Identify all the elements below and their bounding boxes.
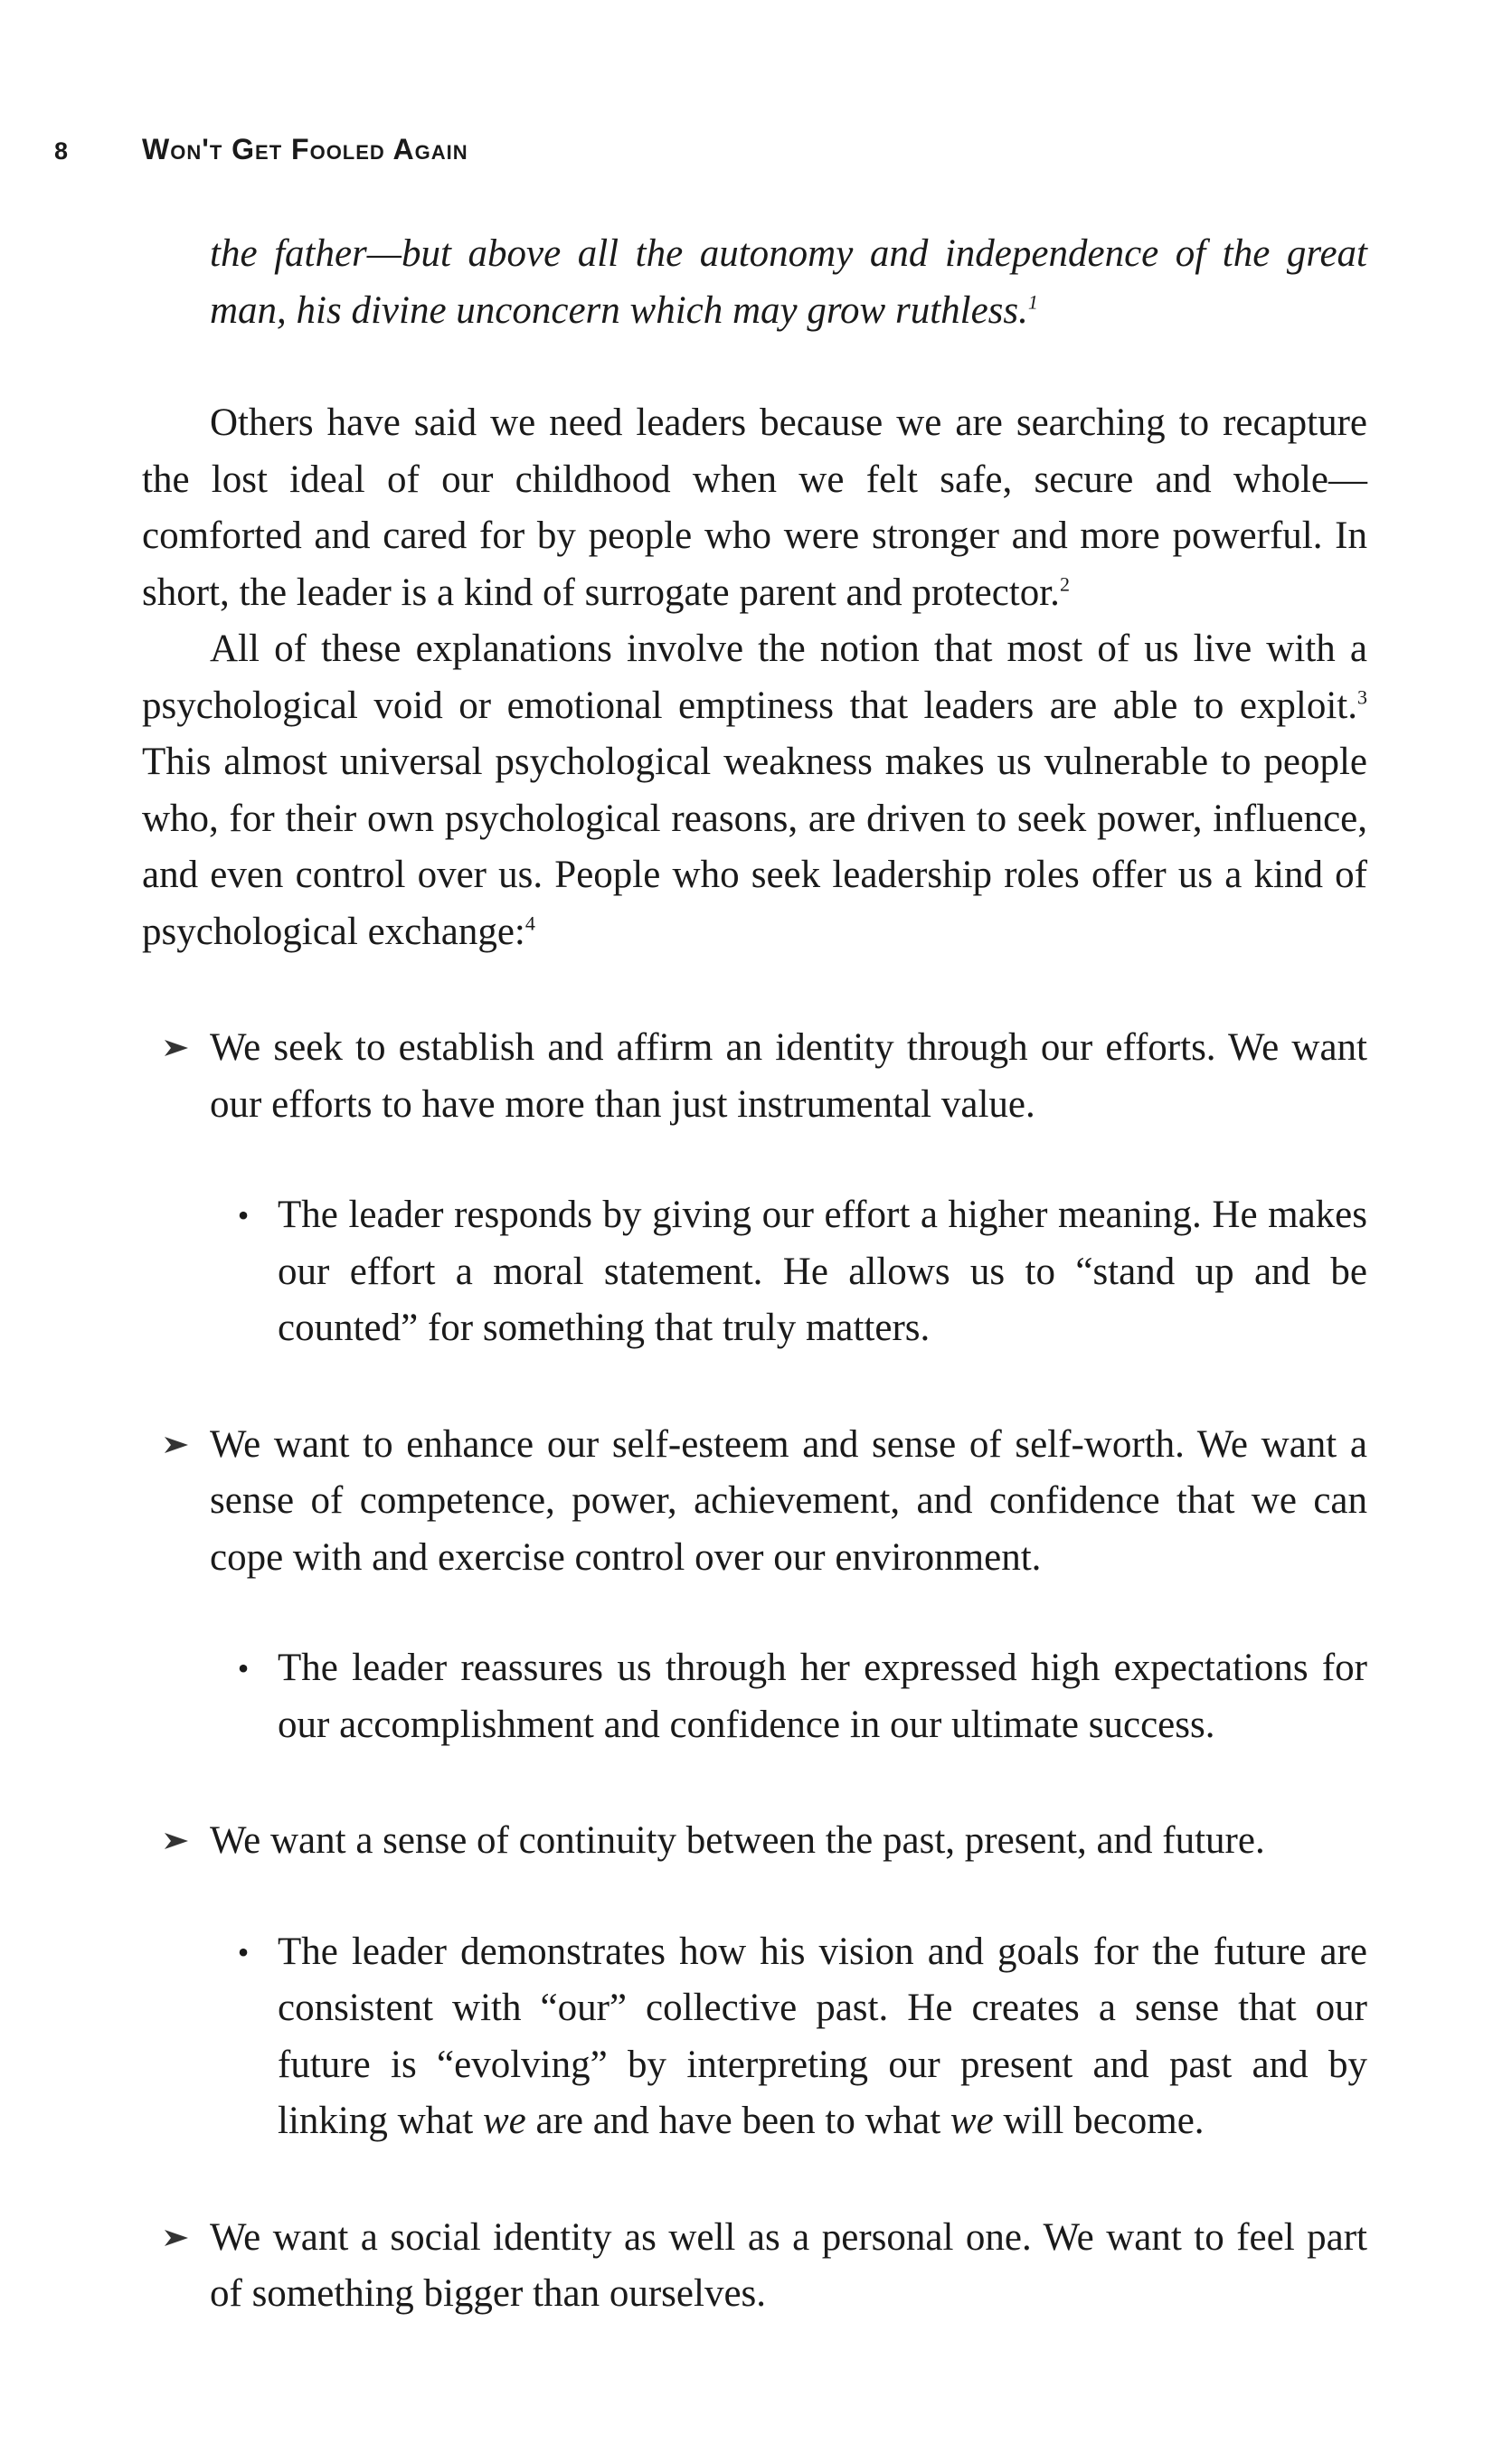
bullet-dot: •: [237, 1197, 250, 1233]
running-head: [54, 133, 1439, 174]
need-text: We want a sense of continuity between the past, present, and future.: [210, 1819, 1265, 1862]
paragraph-text: Others have said we need leaders because we are searching to recapture the lost ideal of our childhood when we felt safe, secure and whole—comforted and cared for by people who were stronger and more powerful. In short, the leader is a kind of surrogate parent and protector.: [142, 401, 1367, 614]
paragraph-text: All of these explanations involve the notion that most of us live with a psychological void or emotional emptiness that leaders are able to exploit.: [142, 628, 1367, 727]
need-text: We want a social identity as well as a personal one. We want to feel part of something bigger than ourselves.: [210, 2215, 1367, 2315]
paragraph: [142, 395, 1367, 621]
footnote-ref: 2: [1059, 572, 1070, 596]
leader-response-item: [142, 1187, 1367, 1357]
running-title: Won't Get Fooled Again: [142, 133, 468, 165]
arrowhead-icon: [158, 1813, 194, 1869]
footnote-ref: 4: [524, 911, 535, 935]
response-text-part: will become.: [993, 2100, 1205, 2142]
need-item: [142, 1417, 1367, 1587]
leader-response-item: [142, 1924, 1367, 2150]
arrowhead-icon: [158, 2210, 194, 2266]
need-text: We seek to establish and affirm an identity through our efforts. We want our efforts to have more than just instrumental value.: [210, 1026, 1367, 1126]
need-item: [142, 1813, 1367, 1870]
need-text: We want to enhance our self-esteem and sense of self-worth. We want a sense of competence, power, achievement, and confidence that we can cope with and exercise control over our environment.: [210, 1422, 1367, 1579]
response-text: [278, 1924, 1367, 2150]
bullet-dot: •: [237, 1650, 250, 1686]
page-body: [142, 226, 1367, 2323]
response-text: The leader responds by giving our effort a higher meaning. He makes our effort a moral statement. He allows us to “stand up and be counted” for something that truly matters.: [278, 1194, 1367, 1349]
arrowhead-icon: [158, 1020, 194, 1076]
arrowhead-icon: [158, 1417, 194, 1473]
paragraph: [142, 621, 1367, 960]
need-item: [142, 2210, 1367, 2323]
page-number: 8: [54, 137, 70, 165]
quote-line: the father—but above all the autonomy and independence of the great: [210, 232, 1367, 275]
leader-response-item: [142, 1640, 1367, 1753]
bullet-dot: •: [237, 1933, 250, 1970]
block-quote: [142, 226, 1367, 339]
response-text: The leader reassures us through her expressed high expectations for our accomplishment and confidence in our ultimate success.: [278, 1647, 1367, 1746]
response-text-part: The leader demonstrates how his vision and goals for the future are consistent with “our” collective past. He creates a sense that our future is “evolving” by interpreting our present and past and by linking what: [278, 1930, 1367, 2142]
emphasis: we: [950, 2100, 994, 2142]
need-item: [142, 1020, 1367, 1133]
emphasis: we: [482, 2100, 526, 2142]
response-text-part: are and have been to what: [525, 2100, 950, 2142]
paragraph-text: This almost universal psychological weakness makes us vulnerable to people who, for their own psychological reasons, are driven to seek power, influence, and even control over us. People who seek leadership roles offer us a kind of psychological exchange:: [142, 741, 1367, 953]
footnote-ref: 1: [1027, 290, 1038, 314]
quote-line: man, his divine unconcern which may grow ruthless.: [210, 288, 1028, 332]
footnote-ref: 3: [1357, 685, 1367, 709]
